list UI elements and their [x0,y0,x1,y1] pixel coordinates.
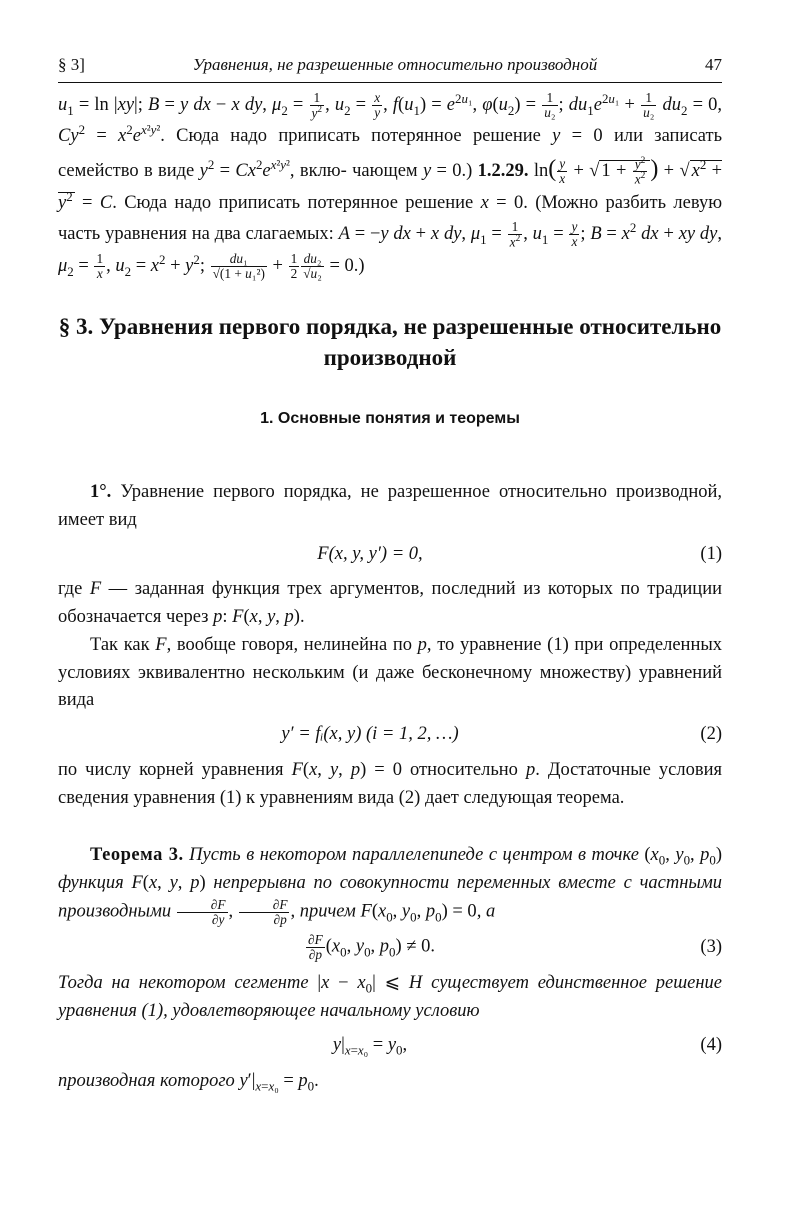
equation-4 [58,1032,722,1060]
paragraph-1 [58,479,722,535]
intro-text-8: (Можно разбить левую часть [58,193,723,245]
theorem-3: Теорема 3. Пусть в некотором параллелепипеде с центром в точке ($x_0$, $y_0$, $p_0$) функция F(x, y, p) непрерывна по совокупности переменных вместе с частными производными $\frac{\partial F}{\partial y}$ , $\frac{\partial F}{\partial p}$ , причем $F(x_0$, $y_0$, $p_0) = 0$, а [58,845,723,928]
running-head [58,52,722,83]
intro-text-9: уравнения на два слагаемых: [105,224,334,245]
paragraph-3: Так как F, вообще говоря, нелинейна по p, то уравнение (1) при определенных условиях эквивалентно нескольким (и даже бесконечному множеству) уравнений вида [58,634,723,711]
theorem-text-h: производная которого [58,1070,235,1091]
equation-4-formula: $y|_{x=x_0} = y_0$, [332,1034,408,1058]
intro-text-6: Сюда надо [124,193,212,214]
theorem-text-e: , а [476,901,496,922]
equation-2 [58,721,722,749]
equation-2-number: (2) [700,724,722,745]
intro-paragraph: $u_1 = \ln |xy|$; B = y dx − x dy, $\mu_2$ = $\frac{1}{y^2}$ , $u_2$ = $\frac{x}{y}$ , $f(u_1) = e^{2u_1}$, $\varphi(u_2)$ = $\frac{1}{\text{u₂}}$ ; $du_1e^{2u_1}$ + $\frac{1}{\text{u₂}}$ $du_2 = 0$, $Cy^2 = x^2e^{x^2y^2}$. Сюда надо приписать потерянное решение y = 0 или записать семейство в виде $y^2 = Cx^2e^{x^2y^2}$, вклю- чающем y = 0.) 1.2.29. ln( $\frac{y}{x}$ + √ 1 + $\frac{y^2}{x^2}$ ) + √ $x^2 + y^2 = C$. Сюда надо приписать потерянное решение x = 0. (Можно разбить левую часть уравнения на два слагаемых: A = −y dx + x dy, $\mu_1$ = $\frac{1}{x^2}$ , $u_1$ = $\frac{y}{x}$ ; $B = x^2$ dx + xy dy, $\mu_2$ = $\frac{1}{x}$ , $u_2 = x^2 + y^2$; $\frac{\text{du₁}}{\text{√(1 + u₁²)}}$ + $\frac{1}{2}$ $\frac{\text{du₂}}{\text{√u₂}}$ = 0.) [58,89,723,281]
paragraph-1-text: Уравнение первого порядка, не разрешенное относительно производной, имеет вид [58,482,722,530]
intro-text-5: чающем [352,161,418,181]
paragraph-2-text-b: — заданная функция трех аргументов, последний из которых по традиции обозначается через [58,579,722,628]
paragraph-2-text-c: : [222,607,228,628]
theorem-text-g: существует единственное решение уравнения (1), удовлетворяющее начальному условию [58,973,723,1022]
paragraph-3-text-b: , вообще говоря, нелинейна по [166,634,412,655]
intro-text-2: решение [472,126,541,147]
header-title: Уравнения, не разрешенные относительно производной [192,55,598,74]
theorem-text-c: непрерывна по совокупности переменных вместе с частными производными [58,873,723,922]
theorem-text-b: функция [58,873,124,894]
equation-3-number: (3) [700,936,722,957]
theorem-label: Теорема 3. [90,845,184,866]
equation-3 [58,933,722,962]
equation-1-formula: F(x, y, y′) = 0, [317,543,423,564]
paragraph-1-label: 1°. [90,482,112,503]
page [58,52,722,1096]
paragraph-4-text-b: относительно [409,759,518,780]
paragraph-2: где F — заданная функция трех аргументов, последний из которых по традиции обозначается через p: F(x, y, p). [58,579,722,628]
paragraph-3-text-a: Так как [90,634,150,655]
theorem-text-f: Тогда на некотором сегменте [58,973,309,994]
section-title: § 3. Уравнения первого порядка, не разрешенные относительно производной [58,313,722,370]
theorem-text-a: Пусть в некотором параллелепипеде с центром в точке [189,845,639,866]
page-number: 47 [705,55,722,74]
intro-text-3: или записать семейство в виде [58,126,723,181]
theorem-continuation: Тогда на некотором сегменте $|x - x_0|$ ⩽ H существует единственное решение уравнения (1), удовлетворяющее начальному условию [58,973,723,1022]
equation-1 [58,541,722,569]
header-section-ref: § 3] [58,55,85,74]
equation-4-number: (4) [700,1035,722,1056]
intro-text-4: , вклю- [289,161,347,181]
theorem-end: производная которого $y'|_{x=x_0} = p_0$. [58,1070,319,1094]
intro-text-1: Сюда надо приписать потерянное [176,126,462,147]
paragraph-3-text-c: , то уравнение (1) при определенных условиях эквивалентно нескольким (и даже бесконечному множеству) уравнений вида [58,634,723,711]
paragraph-4: по числу корней уравнения F(x, y, p) = 0 относительно p. Достаточные условия сведения уравнения (1) к уравнениям вида (2) дает следующая теорема. [58,759,723,808]
theorem-text-d: , причем [290,901,356,922]
paragraph-2-text-a: где [58,579,83,600]
intro-text-7: приписать потерянное решение [218,193,474,214]
problem-ref: 1.2.29. [477,161,529,181]
paragraph-4-text-a: по числу корней уравнения [58,759,284,780]
equation-3-formula: $\frac{\partial F}{\partial p}$ ($x_0$, $y_0$, $p_0) \ne 0$. [308,932,435,963]
paragraph-4-text-c: . Достаточные условия сведения уравнения (1) к уравнениям вида (2) дает следующая теорема. [58,759,723,808]
equation-2-formula: y′ = fᵢ(x, y) (i = 1, 2, …) [281,724,459,745]
equation-1-number: (1) [700,543,722,564]
subsection-title: 1. Основные понятия и теоремы [260,410,520,428]
